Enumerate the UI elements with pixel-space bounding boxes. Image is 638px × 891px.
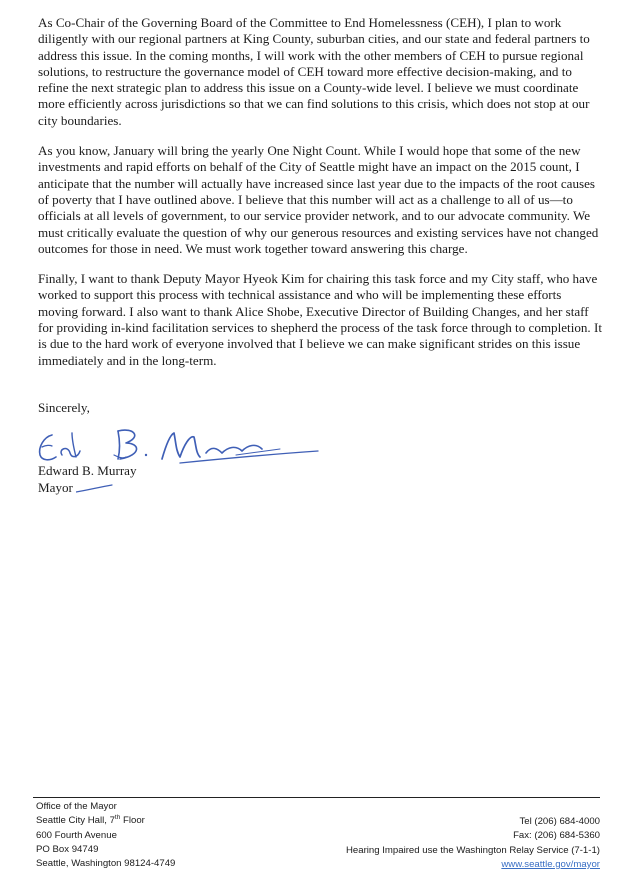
letter-body xyxy=(38,15,604,383)
address-line: PO Box 94749 xyxy=(36,843,99,855)
fax-number: Fax: (206) 684-5360 xyxy=(513,830,600,842)
website-link[interactable]: www.seattle.gov/mayor xyxy=(501,858,600,870)
signer-name: Edward B. Murray xyxy=(38,463,137,478)
closing-salutation: Sincerely, xyxy=(38,400,90,415)
address-line: Office of the Mayor xyxy=(36,801,117,812)
address-line: Seattle, Washington 98124-4749 xyxy=(36,858,176,870)
title-flourish xyxy=(76,484,114,494)
paragraph-thanks: Finally, I want to thank Deputy Mayor Hyeok Kim for chairing this task force and my City staff, who have worked to support this process with technical assistance and who will be implementing these efforts moving forward. I also want to thank Alice Shobe, Executive Director of Building Changes, and her staff for providing in-kind facilitation services to shepherd the process of the task force through to completion. It is due to the hard work of everyone involved that I believe we can make significant strides on this issue immediately and in the long-term. xyxy=(38,271,602,368)
address-line-floor: Seattle City Hall, 7th Floor xyxy=(36,814,145,827)
address-line: 600 Fourth Avenue xyxy=(36,829,117,841)
signer-title-text: Mayor xyxy=(38,480,73,495)
relay-service-note: Hearing Impaired use the Washington Relay Service (7-1-1) xyxy=(346,844,600,856)
footer-divider xyxy=(33,797,600,798)
footer-address xyxy=(36,800,175,871)
signer-title xyxy=(38,480,114,496)
telephone-number: Tel (206) 684-4000 xyxy=(519,816,600,827)
footer-contact xyxy=(346,815,600,872)
paragraph-one-night-count: As you know, January will bring the yearly One Night Count. While I would hope that some of the new investments and rapid efforts on behalf of the City of Seattle might have an impact on the 2015 count, I anticipate that the number will actually have increased since last year due to the impacts of the root causes of poverty that I have outlined above. I believe that this number will act as a challenge to all of us—to officials at all levels of government, to our service provider network, and to our advocate community. We must critically evaluate the question of why our generous resources and existing services have not changed outcomes for those in need. We must work together toward answering this charge. xyxy=(38,143,599,256)
paragraph-ceh-co-chair: As Co-Chair of the Governing Board of the Committee to End Homelessness (CEH), I plan to work diligently with our regional partners at King County, suburban cities, and our state and federal partners to address this issue. In the coming months, I will work with the other members of CEH to pursue regional solutions, to restructure the governance model of CEH toward more effective decision-making, and to refine the next strategic plan to address this issue on a County-wide level. I believe we must coordinate more efficiently across jurisdictions so that we can find solutions to this crisis, which does not stop at our city boundaries. xyxy=(38,15,590,128)
